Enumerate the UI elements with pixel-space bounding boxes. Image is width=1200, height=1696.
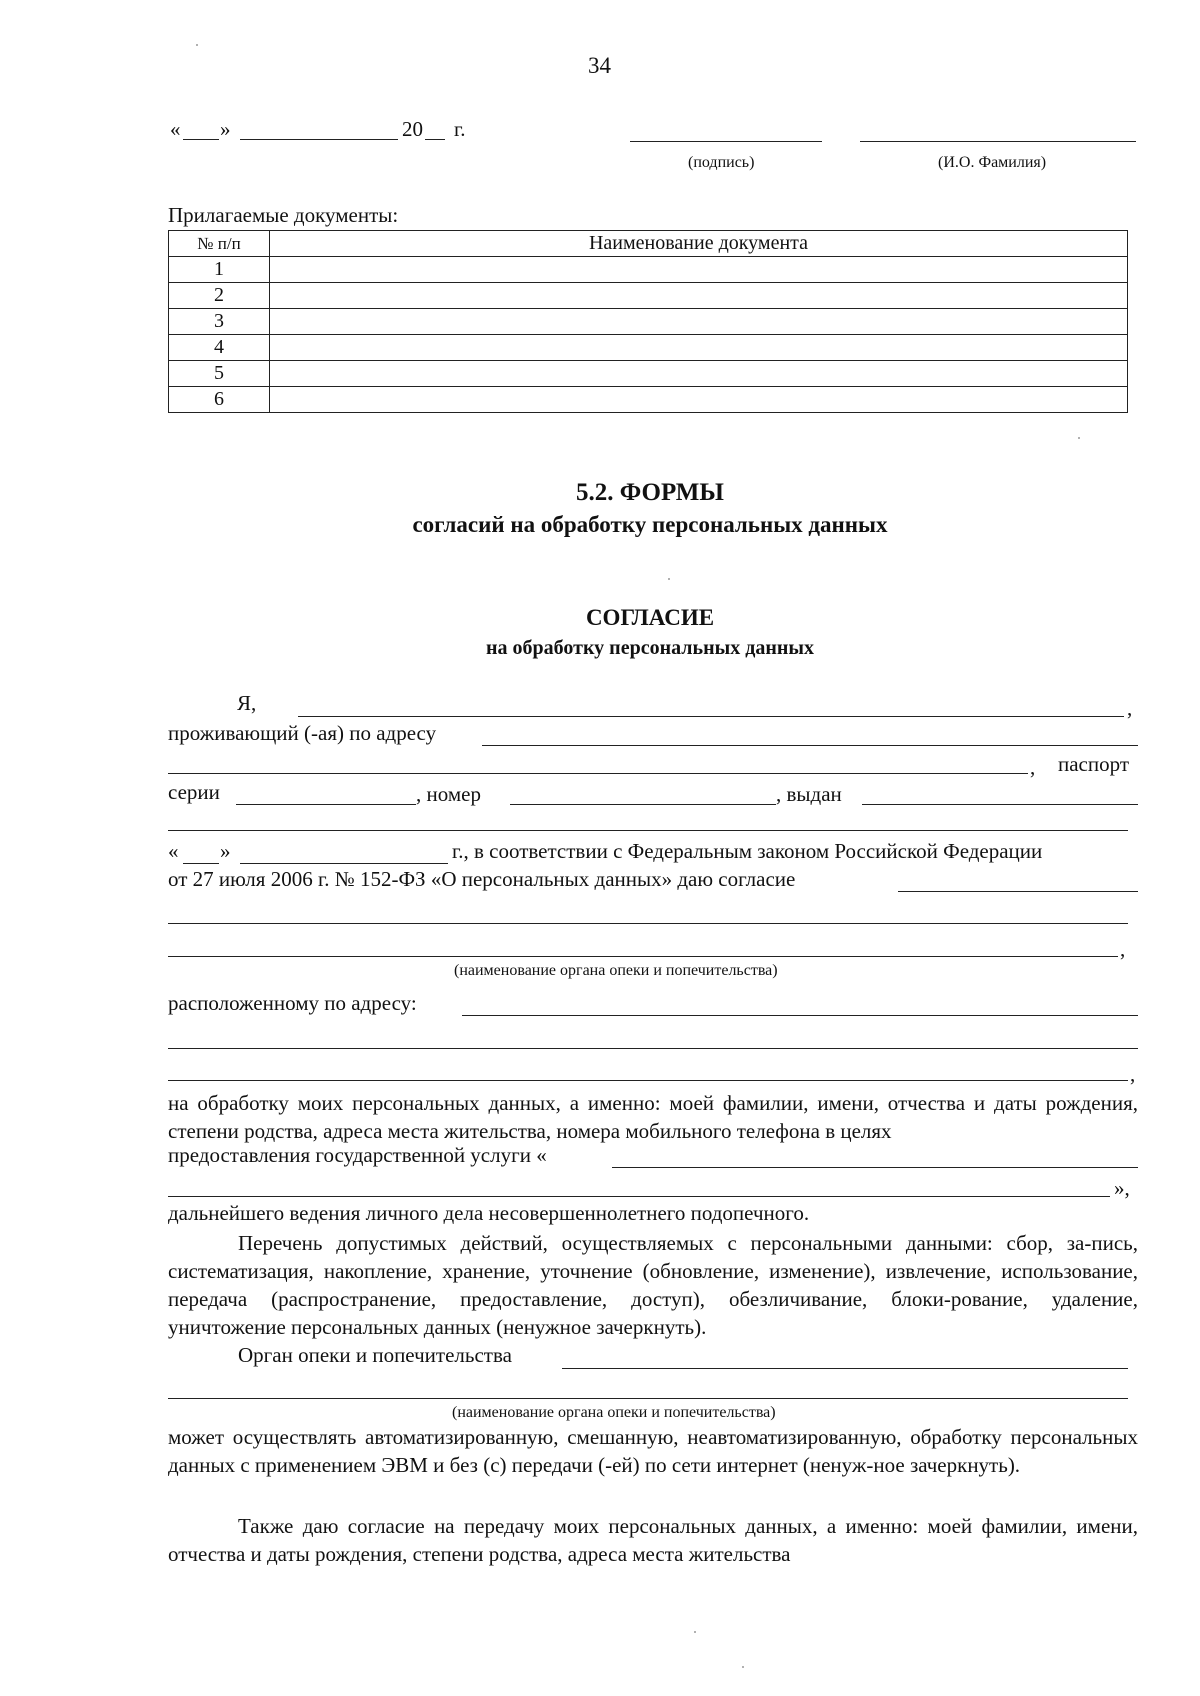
table-row — [169, 361, 1128, 387]
quote-open: « — [168, 839, 179, 863]
series-label: серии — [168, 780, 220, 804]
passport-label: паспорт — [1058, 752, 1130, 776]
actions-paragraph: Перечень допустимых действий, осуществляемых с персональными данными: сбор, за-пись, систематизация, накопление, хранение, уточнение (обновление, изменение), извлечение, использование, передача (распространение, предоставление, доступ), обезличивание, блоки-рование, удаление, уничтожение персональных данных (ненужное зачеркнуть). — [168, 1231, 1138, 1339]
col-name-header: Наименование документа — [270, 231, 1128, 257]
also-paragraph: Также даю согласие на передачу моих персональных данных, а именно: моей фамилии, имени, отчества и даты рождения, степени родства, адреса места жительства — [168, 1514, 1138, 1566]
located-label: расположенному по адресу: — [168, 991, 417, 1015]
may-paragraph: может осуществлять автоматизированную, смешанную, неавтоматизированную, обработку персональных данных с применением ЭВМ и без (с) передачи (-ей) по сети интернет (ненуж-ное зачеркнуть). — [168, 1425, 1138, 1477]
service-line: предоставления государственной услуги « — [168, 1143, 547, 1167]
row-number: 3 — [169, 309, 270, 335]
col-num-header: № п/п — [169, 231, 270, 257]
date-day-line — [183, 139, 219, 140]
comma: , — [1030, 755, 1036, 779]
service-name-field-2[interactable] — [168, 1196, 1110, 1197]
issued-label: , выдан — [776, 782, 842, 806]
row-number: 1 — [169, 257, 270, 283]
number-label: , номер — [416, 782, 481, 806]
organ-label: Орган опеки и попечительства — [238, 1343, 512, 1367]
date-year-prefix: 20 — [402, 117, 423, 141]
name-line — [860, 141, 1136, 142]
law-line-2: от 27 июля 2006 г. № 152-ФЗ «О персональных данных» даю согласие — [168, 867, 796, 891]
row-number: 6 — [169, 387, 270, 413]
address-field-2[interactable] — [168, 773, 1028, 774]
table-row — [169, 335, 1128, 361]
quote-close: » — [220, 839, 231, 863]
i-label: Я, — [237, 691, 257, 715]
residing-label: проживающий (-ая) по адресу — [168, 721, 437, 745]
section-heading: 5.2. ФОРМЫ — [576, 479, 724, 506]
row-document-cell[interactable] — [270, 283, 1128, 309]
law-line: г., в соответствии с Федеральным законом Российской Федерации — [452, 839, 1043, 863]
consent-organ-field-2[interactable] — [168, 923, 1128, 924]
signature-caption: (подпись) — [688, 154, 755, 171]
row-number: 4 — [169, 335, 270, 361]
organ-caption: (наименование органа опеки и попечительства) — [454, 962, 778, 979]
organ-address-field[interactable] — [462, 1015, 1138, 1016]
comma: , — [1120, 937, 1126, 961]
consent-organ-field-3[interactable] — [168, 956, 1118, 957]
table-row — [169, 309, 1128, 335]
scan-speck — [694, 1631, 696, 1633]
page-number: 34 — [588, 53, 611, 78]
name-caption: (И.О. Фамилия) — [938, 154, 1047, 171]
organ-address-field-3[interactable] — [168, 1080, 1128, 1081]
row-document-cell[interactable] — [270, 361, 1128, 387]
section-subheading: согласий на обработку персональных данных — [412, 512, 888, 537]
row-document-cell[interactable] — [270, 387, 1128, 413]
attachments-title: Прилагаемые документы: — [168, 203, 399, 227]
row-document-cell[interactable] — [270, 257, 1128, 283]
organ-name-field-2[interactable] — [168, 1398, 1128, 1399]
issued-field-2[interactable] — [168, 830, 1128, 831]
date-close-quote: » — [220, 117, 231, 141]
table-row — [169, 257, 1128, 283]
scan-speck — [1078, 437, 1080, 439]
signature-line — [630, 141, 822, 142]
comma: , — [1127, 696, 1133, 720]
row-number: 2 — [169, 283, 270, 309]
row-document-cell[interactable] — [270, 309, 1128, 335]
organ-caption-2: (наименование органа опеки и попечительства) — [452, 1404, 776, 1421]
service-close: », — [1114, 1176, 1130, 1200]
address-field-1[interactable] — [482, 745, 1138, 746]
form-title: СОГЛАСИЕ — [585, 605, 715, 630]
issue-date-field[interactable] — [240, 863, 448, 864]
table-header-row — [169, 231, 1128, 257]
row-document-cell[interactable] — [270, 335, 1128, 361]
service-name-field[interactable] — [612, 1167, 1138, 1168]
date-year-line — [425, 139, 445, 140]
table-row — [169, 283, 1128, 309]
scan-speck — [742, 1666, 744, 1668]
date-open-quote: « — [170, 117, 181, 141]
scan-speck — [668, 578, 670, 580]
row-number: 5 — [169, 361, 270, 387]
processing-paragraph: на обработку моих персональных данных, а именно: моей фамилии, имени, отчества и даты рождения, степени родства, адреса места жительства, номера мобильного телефона в целях — [168, 1091, 1138, 1143]
further-line: дальнейшего ведения личного дела несовершеннолетнего подопечного. — [168, 1201, 810, 1225]
organ-name-field[interactable] — [562, 1368, 1128, 1369]
consent-organ-field[interactable] — [898, 891, 1138, 892]
issued-field[interactable] — [862, 804, 1138, 805]
series-field[interactable] — [236, 804, 416, 805]
number-field[interactable] — [510, 804, 776, 805]
date-year-suffix: г. — [454, 117, 466, 141]
scan-speck — [196, 44, 198, 46]
table-row — [169, 387, 1128, 413]
full-name-field[interactable] — [298, 716, 1124, 717]
attachments-table — [168, 230, 1128, 413]
comma: , — [1130, 1062, 1136, 1086]
date-month-line — [240, 139, 398, 140]
organ-address-field-2[interactable] — [168, 1048, 1138, 1049]
form-subtitle: на обработку персональных данных — [486, 637, 814, 659]
issue-day-field[interactable] — [183, 863, 219, 864]
